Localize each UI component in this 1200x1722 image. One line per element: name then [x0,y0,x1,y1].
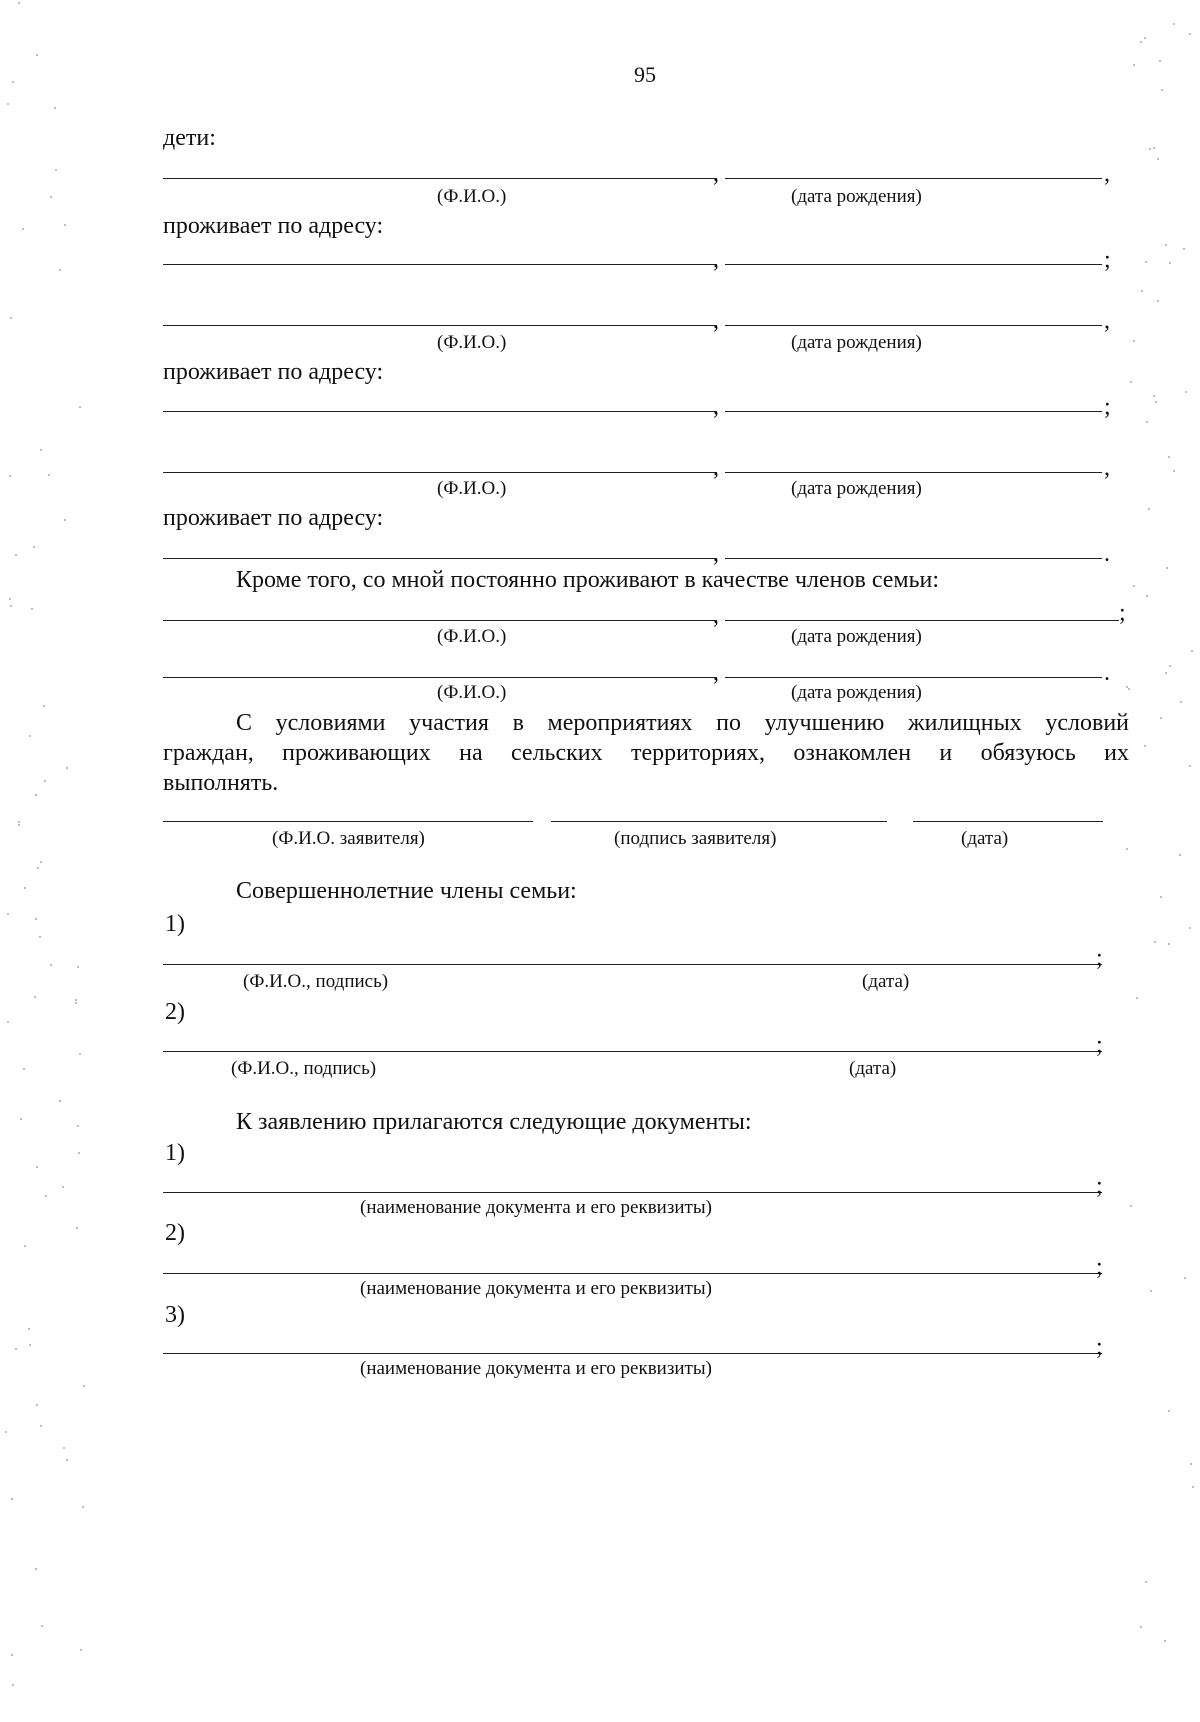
conditions-line-3: выполнять. [163,770,279,796]
comma: , [713,603,719,629]
document2-line[interactable] [163,1273,1102,1274]
scan-speck [1133,585,1135,587]
scan-speck [23,1068,25,1070]
scan-speck [1180,701,1182,703]
applicant-signature-line[interactable] [551,821,887,822]
document1-line[interactable] [163,1192,1102,1193]
scan-speck [43,705,45,707]
scan-speck [15,1348,17,1350]
semicolon: ; [1096,1173,1103,1199]
child2-address-line-b[interactable] [725,411,1102,412]
scan-speck [59,1100,61,1102]
scan-speck [1130,381,1132,383]
document3-line[interactable] [163,1353,1102,1354]
scan-speck [76,1227,78,1229]
scan-speck [1126,848,1128,850]
scan-speck [78,1152,80,1154]
child1-birth-line[interactable] [725,178,1102,179]
semicolon: ; [1104,247,1111,273]
scan-speck [12,1684,14,1686]
scan-speck [1190,1463,1192,1465]
scan-speck [79,406,81,408]
scan-speck [1189,927,1191,929]
scan-speck [35,794,37,796]
scan-speck [50,964,52,966]
scan-speck [36,1166,38,1168]
scan-speck [18,821,20,823]
scan-speck [1179,854,1181,856]
fio-caption: (Ф.И.О.) [437,186,507,207]
conditions-line-2: граждан, проживающих на сельских территориях, ознакомлен и обязуюсь их [163,740,1129,766]
scan-speck [9,475,11,477]
scan-speck [35,918,37,920]
scan-speck [18,824,20,826]
scan-speck [24,1245,26,1247]
child1-fio-line[interactable] [163,178,717,179]
conditions-line-1: С условиями участия в мероприятиях по улучшению жилищных условий [236,710,1129,736]
scan-speck [9,598,11,600]
fio-caption: (Ф.И.О.) [437,626,507,647]
scan-speck [77,1125,79,1127]
scan-speck [1128,688,1130,690]
scan-speck [1145,261,1147,263]
scan-speck [1173,470,1175,472]
document-name-caption: (наименование документа и его реквизиты) [360,1358,712,1379]
also-living-text: Кроме того, со мной постоянно проживают в качестве членов семьи: [236,567,940,593]
scan-speck [34,996,36,998]
adult-members-heading: Совершеннолетние члены семьи: [236,878,577,904]
scan-speck [1157,158,1159,160]
scan-speck [15,554,17,556]
documents-heading: К заявлению прилагаются следующие документы: [236,1109,752,1135]
fio-signature-caption: (Ф.И.О., подпись) [243,971,389,992]
scan-speck [31,608,33,610]
scan-speck [1133,340,1135,342]
scan-speck [75,1002,77,1004]
scan-speck [1133,64,1135,66]
semicolon: ; [1104,394,1111,420]
item-number: 3) [165,1302,185,1328]
page-number: 95 [634,62,656,87]
scan-speck [24,887,26,889]
scan-speck [1160,717,1162,719]
scan-speck [1189,765,1191,767]
scan-speck [40,1425,42,1427]
scan-speck [5,1431,7,1433]
scan-speck [1157,300,1159,302]
scan-speck [18,2,20,4]
scan-speck [1169,665,1171,667]
scan-speck [77,966,79,968]
item-number: 2) [165,999,185,1025]
scan-speck [1185,391,1187,393]
scan-speck [45,1195,47,1197]
scan-speck [10,605,12,607]
lives-at-label: проживает по адресу: [163,213,384,239]
scan-speck [41,1625,43,1627]
child3-address-line-a[interactable] [163,558,717,559]
applicant-fio-line[interactable] [163,821,533,822]
scan-speck [1165,244,1167,246]
scan-speck [1173,23,1175,25]
scan-speck [1161,89,1163,91]
scan-speck [11,1654,13,1656]
scan-speck [55,169,57,171]
scan-speck [40,449,42,451]
applicant-date-caption: (дата) [961,828,1009,849]
comma: , [713,455,719,481]
scan-speck [1153,147,1155,149]
scan-speck [1149,148,1151,150]
member2-fio-line[interactable] [163,677,717,678]
comma: , [1104,161,1110,187]
scan-speck [1130,1205,1132,1207]
child2-birth-line[interactable] [725,325,1102,326]
scan-speck [1192,1486,1194,1488]
scan-speck [44,780,46,782]
scan-speck [63,1447,65,1449]
scan-speck [1150,1290,1152,1292]
comma: , [713,541,719,567]
scan-speck [20,1118,22,1120]
comma: , [713,161,719,187]
scan-speck [10,317,12,319]
scan-speck [1164,1640,1166,1642]
date-caption: (дата) [862,971,910,992]
scan-speck [1189,33,1191,35]
scan-speck [1160,896,1162,898]
child3-fio-line[interactable] [163,472,717,473]
scan-speck [1140,41,1142,43]
scan-speck [33,546,35,548]
child3-address-line-b[interactable] [725,558,1102,559]
scan-speck [11,1498,13,1500]
scan-speck [50,196,52,198]
scan-speck [80,1649,82,1651]
child1-address-line-a[interactable] [163,264,717,265]
scan-speck [66,1459,68,1461]
semicolon: ; [1119,600,1126,626]
scan-speck [1145,1581,1147,1583]
document-name-caption: (наименование документа и его реквизиты) [360,1278,712,1299]
scan-speck [1144,37,1146,39]
scan-speck [1148,508,1150,510]
period: . [1104,541,1110,567]
scan-speck [1166,567,1168,569]
scan-speck [1184,1277,1186,1279]
comma: , [1104,455,1110,481]
birth-date-caption: (дата рождения) [791,332,922,353]
scan-speck [1144,745,1146,747]
semicolon: ; [1096,945,1103,971]
scan-speck [29,1344,31,1346]
item-number: 1) [165,1140,185,1166]
member1-birth-line[interactable] [725,620,1119,621]
item-number: 1) [165,911,185,937]
scan-speck [37,867,39,869]
birth-date-caption: (дата рождения) [791,478,922,499]
comma: , [713,247,719,273]
child3-birth-line[interactable] [725,472,1102,473]
adult1-line[interactable] [163,964,1102,965]
scan-speck [36,1404,38,1406]
birth-date-caption: (дата рождения) [791,626,922,647]
comma: , [713,394,719,420]
scan-speck [1155,401,1157,403]
semicolon: ; [1096,1334,1103,1360]
scan-speck [36,54,38,56]
fio-caption: (Ф.И.О.) [437,682,507,703]
comma: , [713,308,719,334]
comma: , [713,660,719,686]
fio-caption: (Ф.И.О.) [437,478,507,499]
scan-speck [28,1328,30,1330]
scan-speck [1159,60,1161,62]
child2-fio-line[interactable] [163,325,717,326]
scan-speck [1169,262,1171,264]
date-caption: (дата) [849,1058,897,1079]
fio-caption: (Ф.И.О.) [437,332,507,353]
scan-speck [39,936,41,938]
scan-speck [1153,395,1155,397]
scan-speck [1183,248,1185,250]
scan-speck [1168,1410,1170,1412]
scan-speck [7,913,9,915]
birth-date-caption: (дата рождения) [791,682,922,703]
scan-speck [83,1385,85,1387]
birth-date-caption: (дата рождения) [791,186,922,207]
scan-speck [79,1053,81,1055]
member2-birth-line[interactable] [725,677,1102,678]
scan-speck [54,107,56,109]
scan-speck [1165,672,1167,674]
scan-speck [1168,943,1170,945]
scan-speck [62,1186,64,1188]
applicant-date-line[interactable] [913,821,1103,822]
scan-speck [82,1506,84,1508]
scan-speck [1141,290,1143,292]
scan-speck [75,999,77,1001]
scan-speck [48,474,50,476]
lives-at-label: проживает по адресу: [163,359,384,385]
scan-speck [7,1021,9,1023]
children-label: дети: [163,125,216,151]
document-name-caption: (наименование документа и его реквизиты) [360,1197,712,1218]
fio-signature-caption: (Ф.И.О., подпись) [231,1058,377,1079]
scan-speck [1154,941,1156,943]
applicant-signature-caption: (подпись заявителя) [614,828,777,849]
comma: , [1104,308,1110,334]
child1-address-line-b[interactable] [725,264,1102,265]
period: . [1104,660,1110,686]
scan-speck [1191,650,1193,652]
child2-address-line-a[interactable] [163,411,717,412]
scan-speck [64,224,66,226]
scan-speck [7,103,9,105]
applicant-fio-caption: (Ф.И.О. заявителя) [272,828,425,849]
scan-speck [40,861,42,863]
scan-speck [1146,595,1148,597]
scan-speck [59,269,61,271]
member1-fio-line[interactable] [163,620,717,621]
lives-at-label: проживает по адресу: [163,505,384,531]
scan-speck [66,767,68,769]
semicolon: ; [1096,1032,1103,1058]
scan-speck [1168,456,1170,458]
semicolon: ; [1096,1254,1103,1280]
scan-speck [29,735,31,737]
scan-speck [1136,997,1138,999]
scan-speck [35,1568,37,1570]
adult2-line[interactable] [163,1051,1102,1052]
scan-speck [1140,1626,1142,1628]
scan-speck [64,519,66,521]
scan-speck [22,228,24,230]
item-number: 2) [165,1220,185,1246]
scan-speck [12,81,14,83]
scan-speck [1146,421,1148,423]
